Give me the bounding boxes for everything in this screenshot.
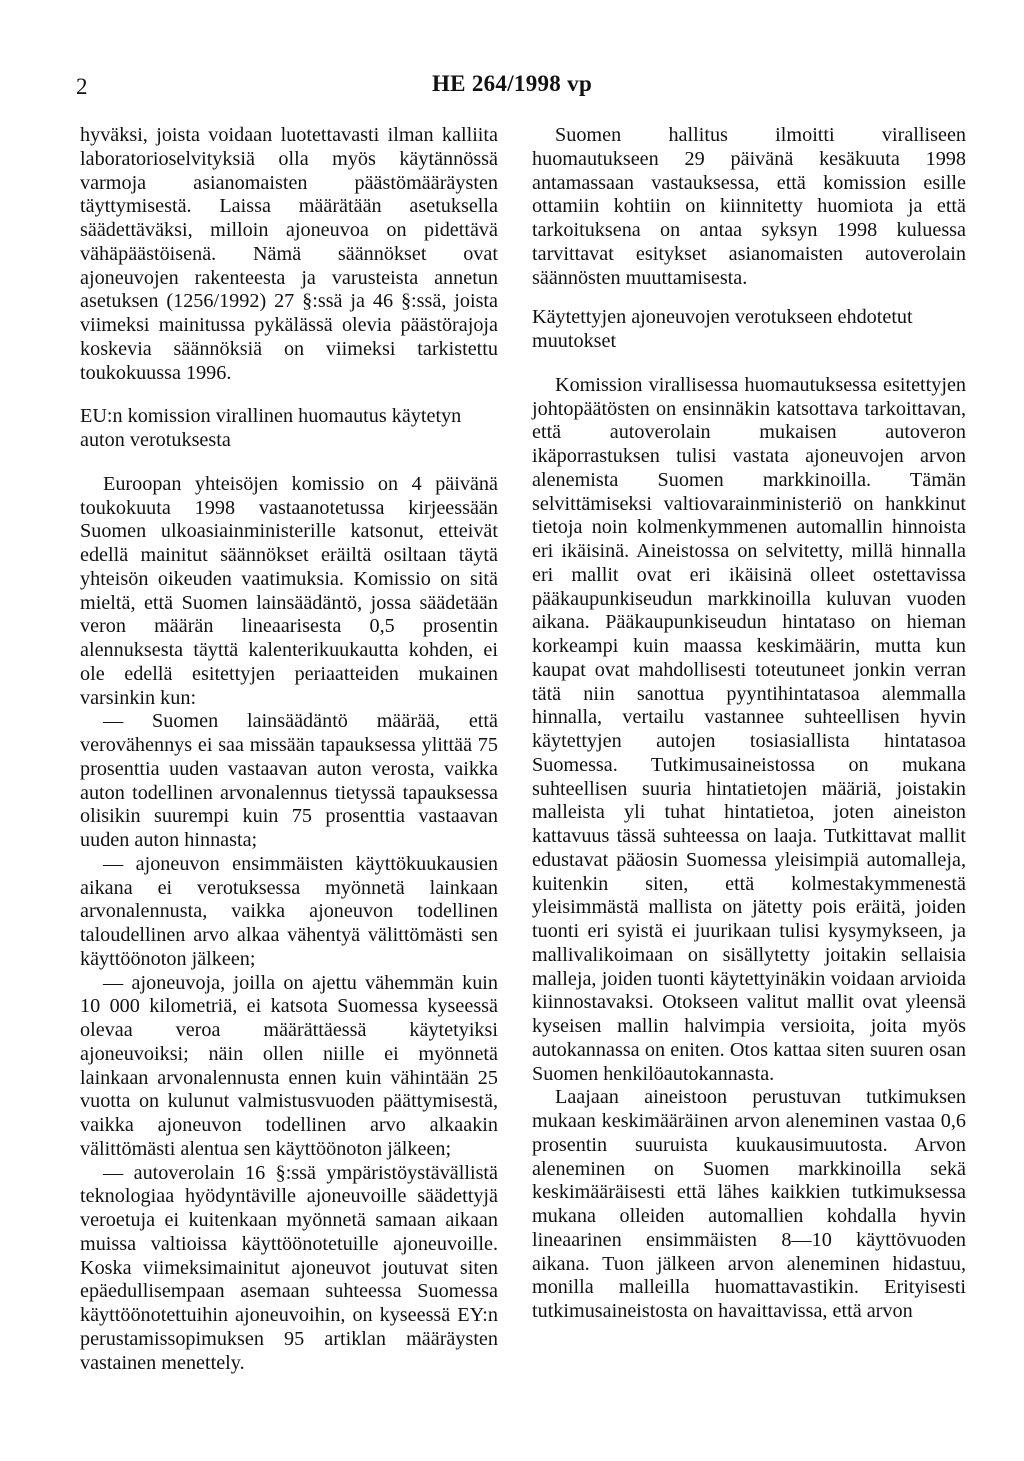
left-paragraph-1: hyväksi, joista voidaan luotettavasti ilman kalliita laboratorioselvityksiä olla myös käytännössä varmoja asianomaisten päästömääräysten täyttymisestä. Laissa määrätään asetuksella säädettäväksi, milloin ajoneuvoa on pidettävä vähäpäästöisenä. Nämä säännökset ovat ajoneuvojen rakenteesta ja varusteista annetun asetuksen (1256/1992) 27 §:ssä ja 46 §:ssä, joista viimeksi mainitussa pykälässä olevia päästörajoja koskevia säännöksiä on viimeksi tarkistettu toukokuussa 1996. (80, 124, 498, 384)
right-paragraph-2: Komission virallisessa huomautuksessa esitettyjen johtopäätösten on ensinnäkin katsottava tarkoittavan, että autoverolain mukaisen autoveron ikäporrastuksen tulisi vastata ajoneuvojen arvon alenemista Suomen markkinoilla. Tämän selvittämiseksi valtiovarainministeriö on hankkinut tietoja noin kolmenkymmenen automallin hinnoista eri ikäisinä. Aineistossa on selvitetty, millä hinnalla eri mallit ovat eri ikäisinä olleet ostettavissa pääkaupunkiseudun markkinoilla kuluvan vuoden aikana. Pääkaupunkiseudun hintataso on hieman korkeampi kuin maassa keskimäärin, mutta kun kaupat ovat mahdollisesti toteutuneet jonkin verran tätä niin sanottua pyyntihintatasoa alemmalla hinnalla, vertailu vastannee suhteellisen hyvin käytettyjen autojen tosiasiallista hintatasoa Suomessa. Tutkimusaineistossa on mukana suhteellisen suuria hintatietojen määriä, joistakin malleista yli tuhat hintatietoa, joten aineiston kattavuus tässä suhteessa on laaja. Tutkittavat mallit edustavat pääosin Suomessa yleisimpiä automalleja, kuitenkin siten, että kolmestakymmenestä yleisimmästä mallista on jätetty pois eräitä, joiden tuonti eri syistä ei juurikaan tulisi kysymykseen, ja mallivalikoimaan on sisällytetty joitakin sellaisia malleja, joiden tuonti käytettyinäkin voidaan arvioida kiinnostavaksi. Otokseen valitut mallit ovat yleensä kyseisen mallin halvimpia versioita, joita myös autokannassa on eniten. Otos kattaa siten suuren osan Suomen henkilöautokannasta. (532, 373, 966, 1085)
page-header-title: HE 264/1998 vp (431, 71, 593, 96)
right-section-heading: Käytettyjen ajoneuvojen verotukseen ehdotetut muutokset (532, 306, 913, 352)
right-paragraph-3: Laajaan aineistoon perustuvan tutkimuksen mukaan keskimääräinen arvon aleneminen vastaa 0,6 prosentin suuruista kuukausimuutosta. Arvon aleneminen on Suomen markkinoilla sekä keskimääräisesti että lähes kaikkien tutkimuksessa mukana olleiden automallien kohdalla hyvin lineaarinen ensimmäisten 8—10 käyttövuoden aikana. Tuon jälkeen arvon aleneminen hidastuu, monilla malleilla huomattavastikin. Erityisesti tutkimusaineistosta on havaittavissa, että arvon (532, 1086, 966, 1322)
list-item: — ajoneuvon ensimmäisten käyttökuukausien aikana ei verotuksessa myönnetä lainkaan arvonalennusta, vaikka ajoneuvon todellinen taloudellinen arvo alkaa vähentyä välittömästi sen käyttöönoton jälkeen; (80, 852, 498, 970)
list-item: — autoverolain 16 §:ssä ympäristöystävällistä teknologiaa hyödyntäville ajoneuvoille säädettyjä veroetuja ei kuitenkaan myönnetä samaan aikaan muissa valtioissa käyttöönotetuille ajoneuvoille. Koska viimeksimainitut ajoneuvot joutuvat siten epäedullisempaan asemaan suhteessa Suomessa käyttöönotettuihin ajoneuvoihin, on kyseessä EY:n perustamissopimuksen 95 artiklan määräysten vastainen menettely. (80, 1161, 498, 1374)
left-section-heading: EU:n komission virallinen huomautus käytetyn auton verotuksesta (80, 405, 462, 451)
left-paragraph-2: Euroopan yhteisöjen komissio on 4 päivänä toukokuuta 1998 vastaanotetussa kirjeessään Suomen ulkoasiainministerille katsonut, etteivät edellä mainitut säännökset eräiltä osiltaan täytä yhteisön oikeuden vaatimuksia. Komissio on sitä mieltä, että Suomen lainsäädäntö, jossa säädetään veron määrän lineaarisesta 0,5 prosentin alennuksesta täyttä kalenterikuukautta kohden, ei ole edellä esitettyjen periaatteiden mukainen varsinkin kun: (80, 472, 498, 709)
left-column (80, 124, 498, 1375)
page-number: 2 (76, 74, 88, 99)
right-paragraph-1: Suomen hallitus ilmoitti viralliseen huomautukseen 29 päivänä kesäkuuta 1998 antamassaan vastauksessa, että komission esille ottamiin kohtiin on kiinnitetty huomiota ja että tarkoituksena on antaa syksyn 1998 kuluessa tarvittavat esitykset asianomaisten autoverolain säännösten muuttamisesta. (532, 124, 966, 289)
list-item: — Suomen lainsäädäntö määrää, että verovähennys ei saa missään tapauksessa ylittää 75 prosenttia uuden vastaavan auton verosta, vaikka auton todellinen arvonalennus tietyssä tapauksessa olisikin suurempi kuin 75 prosenttia vastaavan uuden auton hinnasta; (80, 710, 498, 851)
list-item: — ajoneuvoja, joilla on ajettu vähemmän kuin 10 000 kilometriä, ei katsota Suomessa kyseessä olevaa veroa määrättäessä käytetyiksi ajoneuvoiksi; näin ollen niille ei myönnetä lainkaan arvonalennusta ennen kuin vähintään 25 vuotta on kulunut valmistusvuoden päättymisestä, vaikka ajoneuvon todellinen arvo alkaakin välittömästi alentua sen käyttöönoton jälkeen; (80, 971, 498, 1160)
right-column (532, 124, 966, 1324)
